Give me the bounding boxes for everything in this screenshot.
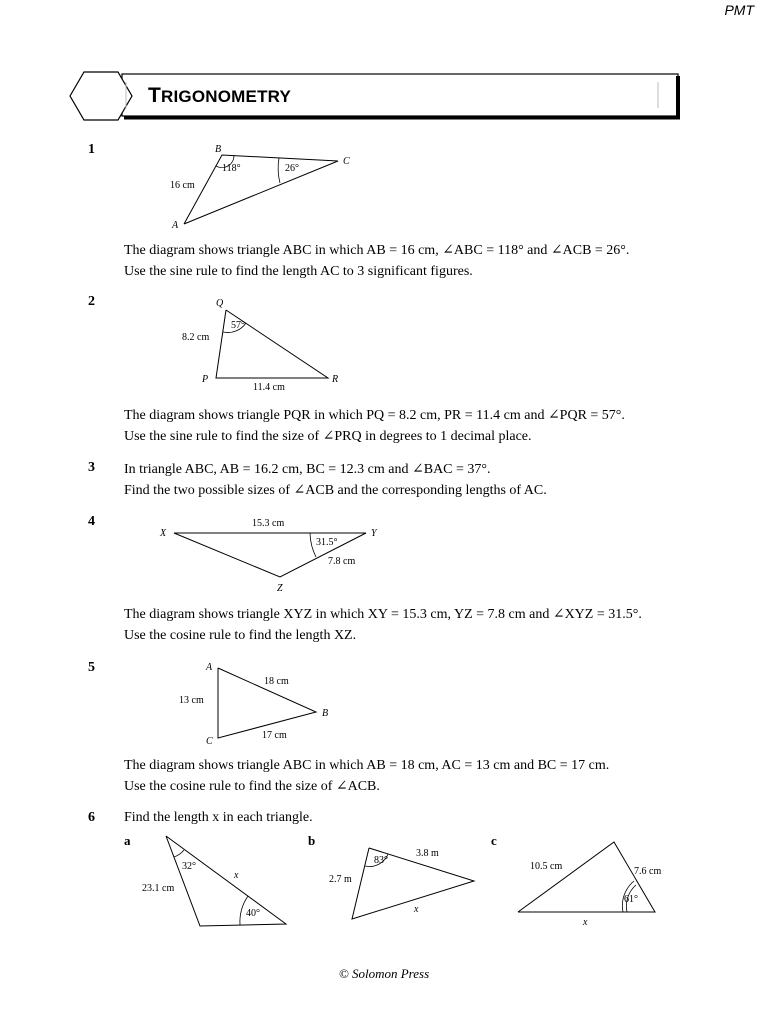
q5-vertex-b: B — [322, 708, 329, 719]
q2-triangle-diagram — [176, 296, 356, 394]
question-6-text: Find the length x in each triangle. — [124, 810, 313, 825]
question-4-number: 4 — [88, 514, 95, 529]
q2-side-pr: 11.4 cm — [253, 382, 285, 393]
q6-part-c-letter: c — [491, 833, 497, 848]
q2-vertex-r: R — [332, 374, 339, 385]
q1-vertex-c: C — [343, 156, 350, 167]
q2-line-2: Use the sine rule to find the size of ∠PRQ in degrees to 1 decimal place. — [124, 429, 532, 444]
q6c-angle: 61° — [624, 894, 638, 905]
question-2-text — [124, 405, 625, 447]
q2-line-1: The diagram shows triangle PQR in which PQ = 8.2 cm, PR = 11.4 cm and ∠PQR = 57°. — [124, 408, 625, 423]
q2-vertex-p: P — [202, 374, 209, 385]
question-1-number: 1 — [88, 142, 95, 157]
question-5-text — [124, 755, 609, 797]
q6b-side-left: 2.7 m — [329, 874, 352, 885]
q6-part-a-letter: a — [124, 833, 131, 848]
q6a-triangle-diagram — [136, 830, 296, 930]
q6c-triangle-diagram — [510, 834, 690, 930]
q1-line-2: Use the sine rule to find the length AC to 3 significant figures. — [124, 264, 473, 279]
q6b-x: x — [414, 904, 419, 915]
q1-angle-b: 118° — [222, 163, 241, 174]
q3-line-1: In triangle ABC, AB = 16.2 cm, BC = 12.3 cm and ∠BAC = 37°. — [124, 462, 491, 477]
question-3-text — [124, 459, 547, 501]
q5-side-bc: 17 cm — [262, 730, 287, 741]
q6b-angle: 83° — [374, 855, 388, 866]
q2-angle-q: 57° — [231, 320, 245, 331]
q4-vertex-x: X — [160, 528, 167, 539]
question-3-number: 3 — [88, 460, 95, 475]
q2-vertex-q: Q — [216, 298, 224, 309]
q1-line-1: The diagram shows triangle ABC in which AB = 16 cm, ∠ABC = 118° and ∠ACB = 26°. — [124, 243, 630, 258]
question-4-text — [124, 604, 642, 646]
q1-angle-c: 26° — [285, 163, 299, 174]
chapter-title: TRIGONOMETRY — [148, 84, 292, 107]
pmt-tag: PMT — [724, 2, 754, 18]
question-6-number: 6 — [88, 810, 95, 825]
q4-vertex-y: Y — [371, 528, 377, 539]
q6c-side-left: 10.5 cm — [530, 861, 563, 872]
q6c-side-right: 7.6 cm — [634, 866, 662, 877]
q6-part-b-letter: b — [308, 833, 316, 848]
hexagon-icon — [70, 72, 132, 120]
q5-side-ac: 13 cm — [179, 695, 204, 706]
q6a-x: x — [234, 870, 239, 881]
q4-side-xy: 15.3 cm — [252, 518, 285, 529]
q6c-x: x — [583, 917, 588, 928]
question-1-text — [124, 240, 629, 282]
q5-line-1: The diagram shows triangle ABC in which AB = 18 cm, AC = 13 cm and BC = 17 cm. — [124, 758, 610, 773]
q4-vertex-z: Z — [277, 583, 283, 594]
q2-side-pq: 8.2 cm — [182, 332, 210, 343]
q5-vertex-c: C — [206, 736, 213, 747]
q3-line-2: Find the two possible sizes of ∠ACB and the corresponding lengths of AC. — [124, 483, 547, 498]
q6a-angle-top: 32° — [182, 861, 196, 872]
q4-line-1: The diagram shows triangle XYZ in which XY = 15.3 cm, YZ = 7.8 cm and ∠XYZ = 31.5°. — [124, 607, 642, 622]
q5-vertex-a: A — [206, 662, 213, 673]
q1-triangle-diagram — [160, 140, 370, 234]
question-5-number: 5 — [88, 660, 95, 675]
q4-line-2: Use the cosine rule to find the length XZ. — [124, 628, 357, 643]
q1-vertex-a: A — [172, 220, 179, 231]
q5-side-ab: 18 cm — [264, 676, 289, 687]
question-2-number: 2 — [88, 294, 95, 309]
q6b-side-top: 3.8 m — [416, 848, 439, 859]
q1-side-ab: 16 cm — [170, 180, 195, 191]
q6a-side: 23.1 cm — [142, 883, 175, 894]
q6a-angle-bottom: 40° — [246, 908, 260, 919]
q4-angle-y: 31.5° — [316, 537, 338, 548]
q5-triangle-diagram — [176, 658, 336, 750]
q4-triangle-diagram — [150, 512, 390, 598]
q1-vertex-b: B — [215, 144, 222, 155]
footer-copyright: © Solomon Press — [338, 966, 430, 981]
q5-line-2: Use the cosine rule to find the size of ∠ACB. — [124, 779, 380, 794]
q6b-triangle-diagram — [326, 836, 482, 926]
q4-side-yz: 7.8 cm — [328, 556, 356, 567]
